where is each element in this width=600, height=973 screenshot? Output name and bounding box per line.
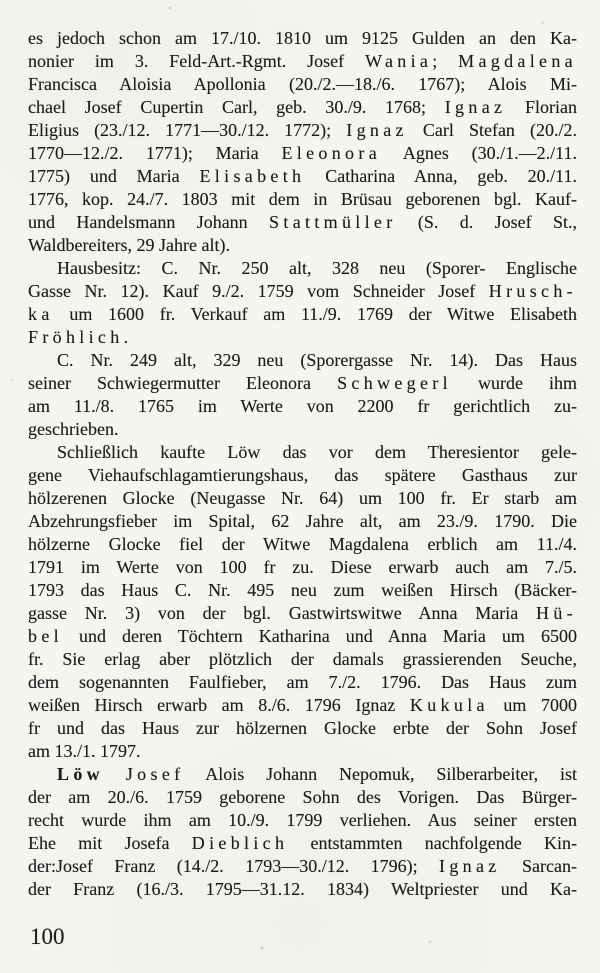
letterspaced-name: Dieblich xyxy=(191,833,289,853)
paragraph xyxy=(28,763,577,901)
letterspaced-name: Josef xyxy=(125,764,185,784)
text-line: Hausbesitz: C. Nr. 250 alt, 328 neu (Sporer- Englische xyxy=(57,258,577,278)
letterspaced-name: Hü- xyxy=(536,603,577,623)
text-line: 1770—12./2. 1771); Maria Eleonora Agnes (30./1.—2./11. xyxy=(28,143,577,163)
text-line: der am 20./6. 1759 geborene Sohn des Vorigen. Das Bürger- xyxy=(28,787,577,807)
letterspaced-name: ka xyxy=(28,304,54,324)
text-line: gene Viehaufschlagamtierungshaus, das spätere Gasthaus zur xyxy=(28,465,577,485)
letterspaced-name: Kukula xyxy=(409,695,489,715)
text-line: Abzehrungsfieber im Spital, 62 Jahre alt, am 23./9. 1790. Die xyxy=(28,511,577,531)
text-line: fr. Sie erlag aber plötzlich der damals grassierenden Seuche, xyxy=(28,649,577,669)
text-line: C. Nr. 249 alt, 329 neu (Sporergasse Nr. 14). Das Haus xyxy=(57,350,577,370)
letterspaced-name: Ignaz xyxy=(444,97,507,117)
text-line: Löw Josef Alois Johann Nepomuk, Silberarbeiter, ist xyxy=(57,764,577,784)
text-line: hölzerenen Glocke (Neugasse Nr. 64) um 100 fr. Er starb am xyxy=(28,488,577,508)
letterspaced-name: Hrusch- xyxy=(488,281,577,301)
letterspaced-name: Wania xyxy=(365,51,433,71)
text-line: nonier im 3. Feld-Art.-Rgmt. Josef Wania; Magdalena xyxy=(28,51,577,71)
text-line: bel und deren Töchtern Katharina und Anna Maria um 6500 xyxy=(28,626,577,646)
page-text xyxy=(28,27,577,901)
paragraph xyxy=(28,27,577,257)
text-line: seiner Schwiegermutter Eleonora Schwegerl wurde ihm xyxy=(28,373,578,393)
page-number: 100 xyxy=(30,924,65,949)
text-line: Eligius (23./12. 1771—30./12. 1772); Ignaz Carl Stefan (20./2. xyxy=(28,120,577,140)
paragraph xyxy=(28,349,577,441)
text-line: Schließlich kaufte Löw das vor dem Theresientor gele- xyxy=(57,442,577,462)
text-line: 1776, kop. 24./7. 1803 mit dem in Brüsau geborenen bgl. Kauf- xyxy=(28,189,577,209)
paragraph xyxy=(28,257,577,349)
letterspaced-name: Schwegerl xyxy=(337,373,452,393)
text-line: recht wurde ihm am 10./9. 1799 verliehen. Aus seiner ersten xyxy=(28,810,577,830)
text-line: gasse Nr. 3) von der bgl. Gastwirtswitwe Anna Maria Hü- xyxy=(28,603,577,623)
text-line: Francisca Aloisia Apollonia (20./2.—18./6. 1767); Alois Mi- xyxy=(28,74,577,94)
letterspaced-name: Stattmüller xyxy=(269,212,397,232)
text-line: ka um 1600 fr. Verkauf am 11./9. 1769 der Witwe Elisabeth xyxy=(28,304,577,324)
text-line: 1775) und Maria Elisabeth Catharina Anna, geb. 20./11. xyxy=(28,166,577,186)
letterspaced-name: Eleonora xyxy=(281,143,381,163)
text-line: 1793 das Haus C. Nr. 495 neu zum weißen Hirsch (Bäcker- xyxy=(28,580,577,600)
bold-spaced-name: Löw xyxy=(57,764,104,784)
text-line: Fröhlich. xyxy=(28,327,129,347)
text-line: es jedoch schon am 17./10. 1810 um 9125 Gulden an den Ka- xyxy=(28,28,577,48)
text-line: 1791 im Werte von 100 fr zu. Diese erwarb auch am 7./5. xyxy=(28,557,577,577)
text-line: und Handelsmann Johann Stattmüller (S. d. Josef St., xyxy=(28,212,578,232)
text-line: am 13./1. 1797. xyxy=(28,741,141,761)
text-line: der:Josef Franz (14./2. 1793—30./12. 1796); Ignaz Sarcan- xyxy=(28,856,578,876)
text-line: am 11./8. 1765 im Werte von 2200 fr gerichtlich zu- xyxy=(28,396,577,416)
letterspaced-name: Fröhlich xyxy=(28,327,124,347)
text-line: geschrieben. xyxy=(28,419,119,439)
letterspaced-name: Ignaz xyxy=(346,120,408,140)
text-line: weißen Hirsch erwarb am 8./6. 1796 Ignaz Kukula um 7000 xyxy=(28,695,577,715)
letterspaced-name: bel xyxy=(28,626,63,646)
text-line: dem sogenannten Faulfieber, am 7./2. 1796. Das Haus zum xyxy=(28,672,577,692)
letterspaced-name: Ignaz xyxy=(439,856,501,876)
text-line: chael Josef Cupertin Carl, geb. 30./9. 1768; Ignaz Florian xyxy=(28,97,577,117)
text-line: der Franz (16./3. 1795—31.12. 1834) Weltpriester und Ka- xyxy=(28,879,577,899)
text-line: hölzerne Glocke fiel der Witwe Magdalena erblich am 11./4. xyxy=(28,534,577,554)
paragraph xyxy=(28,441,577,763)
text-line: Gasse Nr. 12). Kauf 9./2. 1759 vom Schneider Josef Hrusch- xyxy=(28,281,577,301)
letterspaced-name: Magdalena xyxy=(458,51,577,71)
text-line: Ehe mit Josefa Dieblich entstammten nachfolgende Kin- xyxy=(28,833,577,853)
text-line: fr und das Haus zur hölzernen Glocke erbte der Sohn Josef xyxy=(28,718,577,738)
text-line: Waldbereiters, 29 Jahre alt). xyxy=(28,235,230,255)
letterspaced-name: Elisabeth xyxy=(199,166,306,186)
